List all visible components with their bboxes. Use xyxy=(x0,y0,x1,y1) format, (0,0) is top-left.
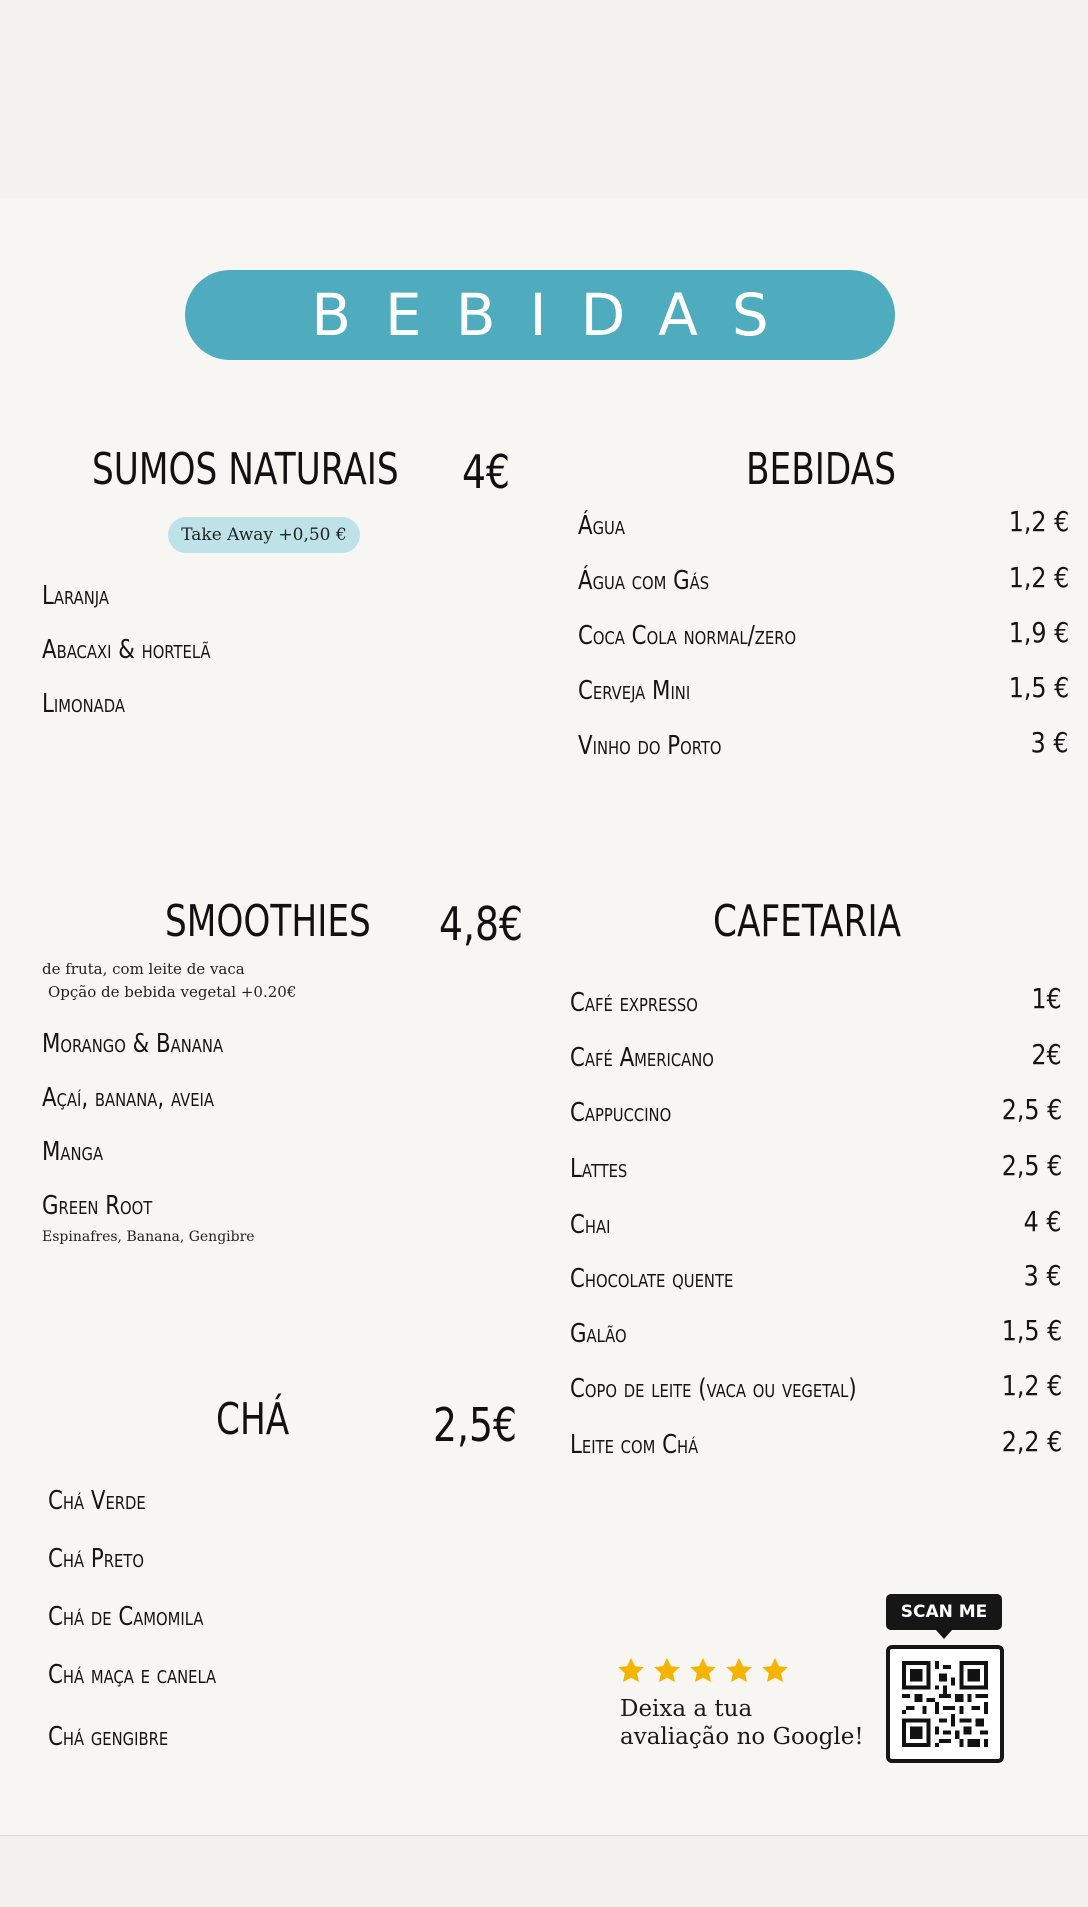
bebidas-item: Água xyxy=(578,511,625,541)
cafetaria-item: Café expresso xyxy=(570,988,698,1018)
qr-code-icon xyxy=(902,1661,988,1747)
cha-item: Chá Preto xyxy=(48,1544,144,1574)
scan-me-tag xyxy=(886,1594,1002,1630)
cafetaria-item: Cappuccino xyxy=(570,1098,672,1128)
sumos-item: Laranja xyxy=(42,581,109,611)
cafetaria-price: 2,5 € xyxy=(1001,1149,1062,1182)
cafetaria-price: 3 € xyxy=(1024,1259,1062,1292)
bebidas-item: Coca Cola normal/zero xyxy=(578,621,797,651)
star-icon xyxy=(724,1656,754,1686)
cafetaria-price: 2,5 € xyxy=(1001,1093,1062,1126)
cha-heading: CHÁ xyxy=(216,1394,290,1445)
bebidas-item: Vinho do Porto xyxy=(578,731,722,761)
page-title: BEBIDAS xyxy=(311,281,803,349)
smoothies-item: Açaí, banana, aveia xyxy=(42,1083,214,1113)
scan-me-label: SCAN ME xyxy=(900,1602,988,1622)
cafetaria-item: Chocolate quente xyxy=(570,1264,734,1294)
smoothies-item: Manga xyxy=(42,1137,104,1167)
qr-code[interactable] xyxy=(886,1645,1004,1763)
smoothies-item: Morango & Banana xyxy=(42,1029,224,1059)
sumos-price: 4€ xyxy=(462,445,511,499)
rating-stars xyxy=(616,1656,790,1686)
star-icon xyxy=(616,1656,646,1686)
cha-item: Chá Verde xyxy=(48,1486,146,1516)
bebidas-price: 1,2 € xyxy=(1008,561,1069,594)
takeaway-text: Take Away +0,50 € xyxy=(181,525,347,545)
bebidas-heading: BEBIDAS xyxy=(746,444,896,495)
cafetaria-price: 1,5 € xyxy=(1001,1314,1062,1347)
title-banner xyxy=(185,270,895,360)
cafetaria-price: 2€ xyxy=(1031,1038,1062,1071)
sumos-heading: SUMOS NATURAIS xyxy=(92,444,399,495)
cafetaria-price: 2,2 € xyxy=(1001,1425,1062,1458)
star-icon xyxy=(688,1656,718,1686)
cafetaria-price: 4 € xyxy=(1024,1205,1062,1238)
cafetaria-item: Galão xyxy=(570,1319,627,1349)
bebidas-price: 3 € xyxy=(1031,726,1069,759)
sumos-item: Limonada xyxy=(42,689,125,719)
bebidas-price: 1,2 € xyxy=(1008,505,1069,538)
takeaway-badge xyxy=(168,517,360,553)
smoothies-heading: SMOOTHIES xyxy=(165,896,371,947)
cha-item: Chá gengibre xyxy=(48,1722,169,1752)
cha-item: Chá de Camomila xyxy=(48,1602,204,1632)
bebidas-price: 1,9 € xyxy=(1008,616,1069,649)
cafetaria-heading: CAFETARIA xyxy=(713,896,902,947)
smoothies-item: Green Root xyxy=(42,1191,153,1221)
smoothies-price: 4,8€ xyxy=(439,897,523,951)
review-line-1: Deixa a tua xyxy=(620,1696,753,1722)
cafetaria-price: 1€ xyxy=(1031,982,1062,1015)
sumos-item: Abacaxi & hortelã xyxy=(42,635,211,665)
bebidas-item: Água com Gás xyxy=(578,566,710,596)
cafetaria-price: 1,2 € xyxy=(1001,1369,1062,1402)
cafetaria-item: Lattes xyxy=(570,1154,628,1184)
cha-item: Chá maça e canela xyxy=(48,1660,217,1690)
cafetaria-item: Chai xyxy=(570,1210,611,1240)
bebidas-item: Cerveja Mini xyxy=(578,676,691,706)
cha-price: 2,5€ xyxy=(433,1398,517,1452)
star-icon xyxy=(652,1656,682,1686)
green-root-note: Espinafres, Banana, Gengibre xyxy=(42,1229,255,1245)
review-line-2: avaliação no Google! xyxy=(620,1724,864,1750)
smoothies-note: de fruta, com leite de vaca xyxy=(42,960,245,978)
bottom-band xyxy=(0,1836,1088,1907)
cafetaria-item: Leite com Chá xyxy=(570,1430,699,1460)
star-icon xyxy=(760,1656,790,1686)
smoothies-vegetal-note: Opção de bebida vegetal +0.20€ xyxy=(48,983,297,1001)
cafetaria-item: Café Americano xyxy=(570,1043,714,1073)
bebidas-price: 1,5 € xyxy=(1008,671,1069,704)
cafetaria-item: Copo de leite (vaca ou vegetal) xyxy=(570,1374,857,1404)
